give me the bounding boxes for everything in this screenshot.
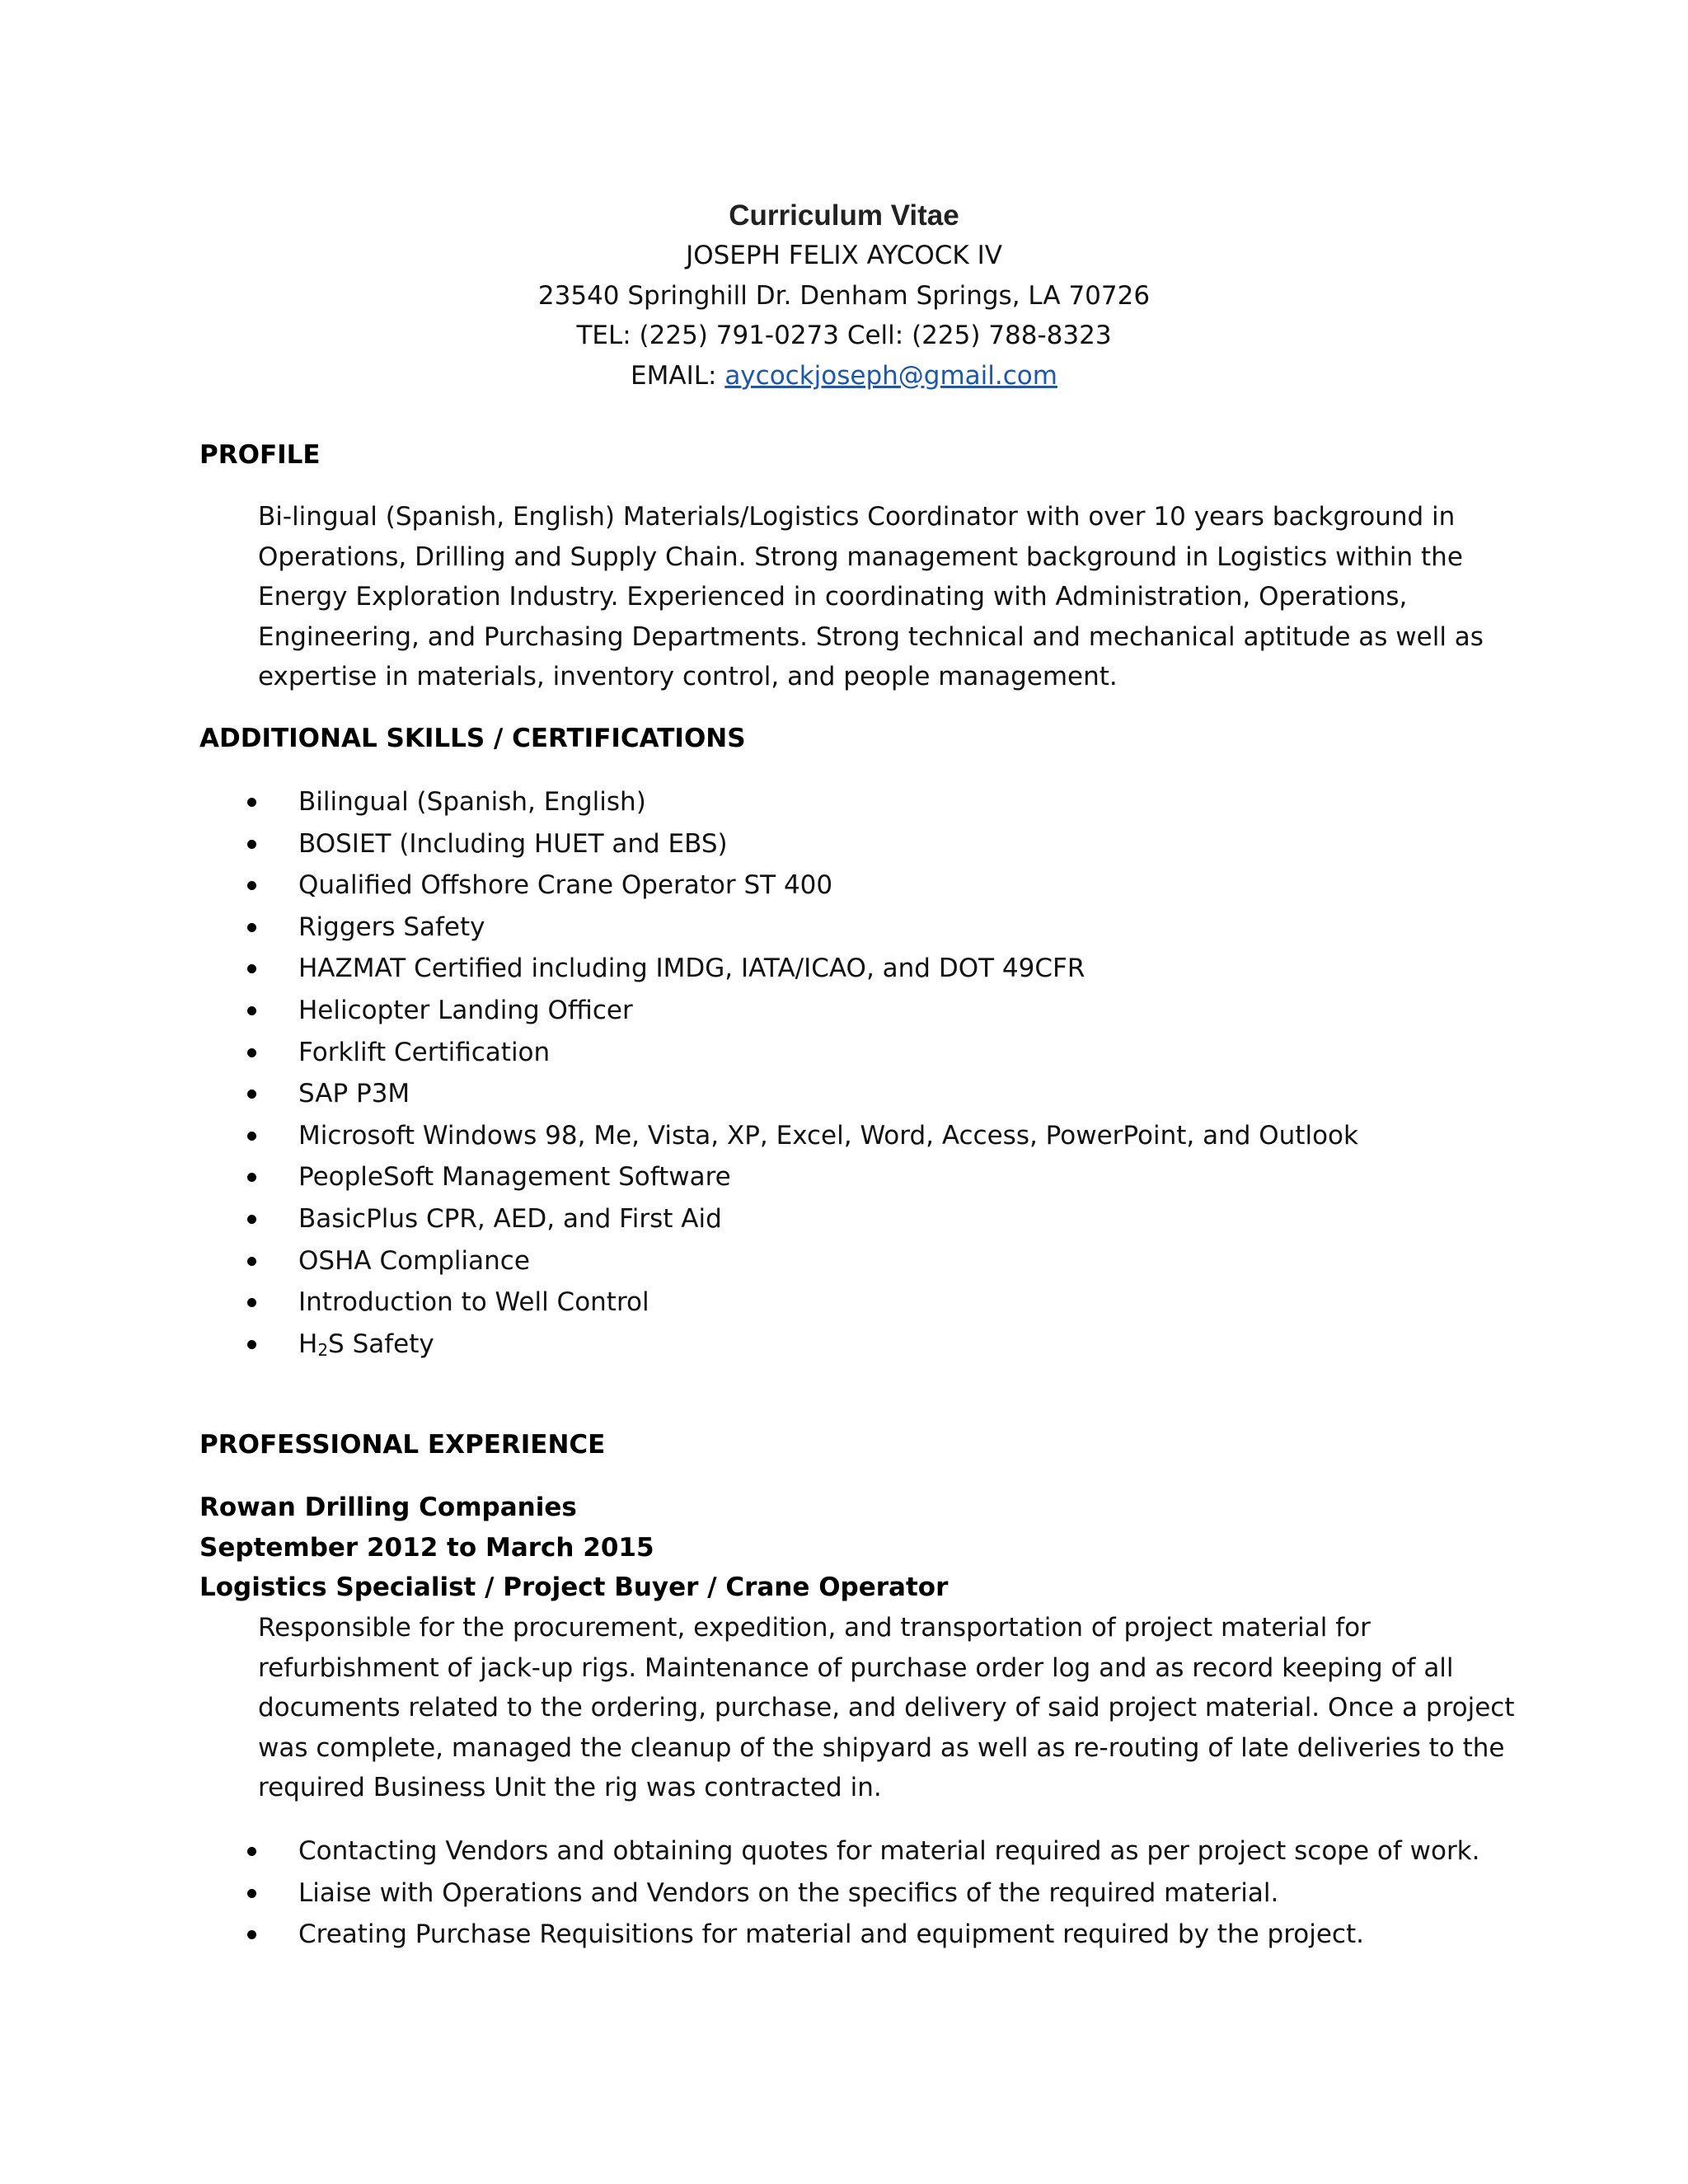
bullet-icon [247, 1930, 256, 1939]
list-item: BasicPlus CPR, AED, and First Aid [247, 1198, 1358, 1240]
profile-line: expertise in materials, inventory control, and people management. [258, 662, 1118, 691]
list-item: HAZMAT Certified including IMDG, IATA/ICAO, and DOT 49CFR [247, 948, 1358, 990]
bullet-icon [247, 923, 256, 932]
address: 23540 Springhill Dr. Denham Springs, LA 70726 [537, 280, 1151, 311]
skills-list [247, 781, 1358, 1365]
profile-heading: PROFILE [199, 440, 321, 470]
list-item: BOSIET (Including HUET and EBS) [247, 823, 1358, 865]
description-line: documents related to the ordering, purchase, and delivery of said project material. Once a project [258, 1693, 1515, 1722]
bullet-icon [247, 1006, 256, 1015]
email-link[interactable]: aycockjoseph@gmail.com [724, 360, 1057, 391]
bullet-icon [247, 1173, 256, 1182]
h2s-skill: $H_2S$ Safety [298, 1329, 434, 1360]
bullet-icon [247, 1889, 256, 1898]
candidate-name: JOSEPH FELIX AYCOCK IV [686, 241, 1002, 270]
bullet-icon [247, 881, 256, 890]
bullet-icon [247, 1847, 256, 1856]
bullet-icon [247, 1257, 256, 1266]
list-item: OSHA Compliance [247, 1240, 1358, 1282]
bullet-icon [247, 1048, 256, 1057]
resume-header [0, 196, 1688, 396]
bullet-icon [247, 964, 256, 973]
profile-line: Operations, Drilling and Supply Chain. Strong management background in Logistics within the [258, 541, 1463, 572]
list-item: Contacting Vendors and obtaining quotes for material required as per project scope of work. [247, 1830, 1480, 1872]
job-header [199, 1488, 948, 1608]
description-line: required Business Unit the rig was contracted in. [258, 1773, 882, 1802]
profile-line: Engineering, and Purchasing Departments. Strong technical and mechanical aptitude as well as [258, 621, 1484, 652]
skills-heading: ADDITIONAL SKILLS / CERTIFICATIONS [199, 724, 746, 753]
company-name: Rowan Drilling Companies [199, 1493, 577, 1522]
bullet-icon [247, 1215, 256, 1224]
list-item [247, 1324, 1358, 1366]
list-item: Qualified Offshore Crane Operator ST 400 [247, 865, 1358, 907]
job-title: Logistics Specialist / Project Buyer / Crane Operator [199, 1572, 949, 1602]
bullet-icon [247, 840, 256, 849]
profile-line: Energy Exploration Industry. Experienced in coordinating with Administration, Operations, [258, 582, 1408, 612]
list-item: Creating Purchase Requisitions for material and equipment required by the project. [247, 1914, 1480, 1956]
list-item: Forklift Certification [247, 1032, 1358, 1074]
list-item: Riggers Safety [247, 907, 1358, 949]
email-label: EMAIL: [631, 360, 725, 391]
profile-line: Bi-lingual (Spanish, English) Materials/Logistics Coordinator with over 10 years background in [258, 502, 1456, 532]
description-line: refurbishment of jack-up rigs. Maintenance of purchase order log and as record keeping of all [258, 1652, 1454, 1683]
list-item: Liaise with Operations and Vendors on the specifics of the required material. [247, 1872, 1480, 1915]
list-item: Helicopter Landing Officer [247, 990, 1358, 1032]
list-item: Bilingual (Spanish, English) [247, 781, 1358, 823]
description-line: Responsible for the procurement, expedition, and transportation of project material for [258, 1613, 1371, 1643]
bullet-icon [247, 798, 256, 807]
employment-dates: September 2012 to March 2015 [199, 1532, 654, 1563]
list-item: PeopleSoft Management Software [247, 1156, 1358, 1198]
list-item: SAP P3M [247, 1073, 1358, 1115]
phone-numbers: TEL: (225) 791-0273 Cell: (225) 788-8323 [576, 321, 1112, 350]
profile-summary [258, 497, 1494, 697]
list-item: Microsoft Windows 98, Me, Vista, XP, Excel, Word, Access, PowerPoint, and Outlook [247, 1115, 1358, 1157]
experience-heading: PROFESSIONAL EXPERIENCE [199, 1430, 606, 1460]
duties-list [247, 1830, 1480, 1956]
bullet-icon [247, 1340, 256, 1349]
bullet-icon [247, 1298, 256, 1307]
document-title: Curriculum Vitae [729, 199, 959, 232]
description-line: was complete, managed the cleanup of the shipyard as well as re-routing of late deliveries to the [258, 1732, 1505, 1763]
job-description [258, 1608, 1515, 1808]
bullet-icon [247, 1132, 256, 1141]
list-item: Introduction to Well Control [247, 1282, 1358, 1324]
email-line [0, 356, 1688, 396]
bullet-icon [247, 1090, 256, 1099]
